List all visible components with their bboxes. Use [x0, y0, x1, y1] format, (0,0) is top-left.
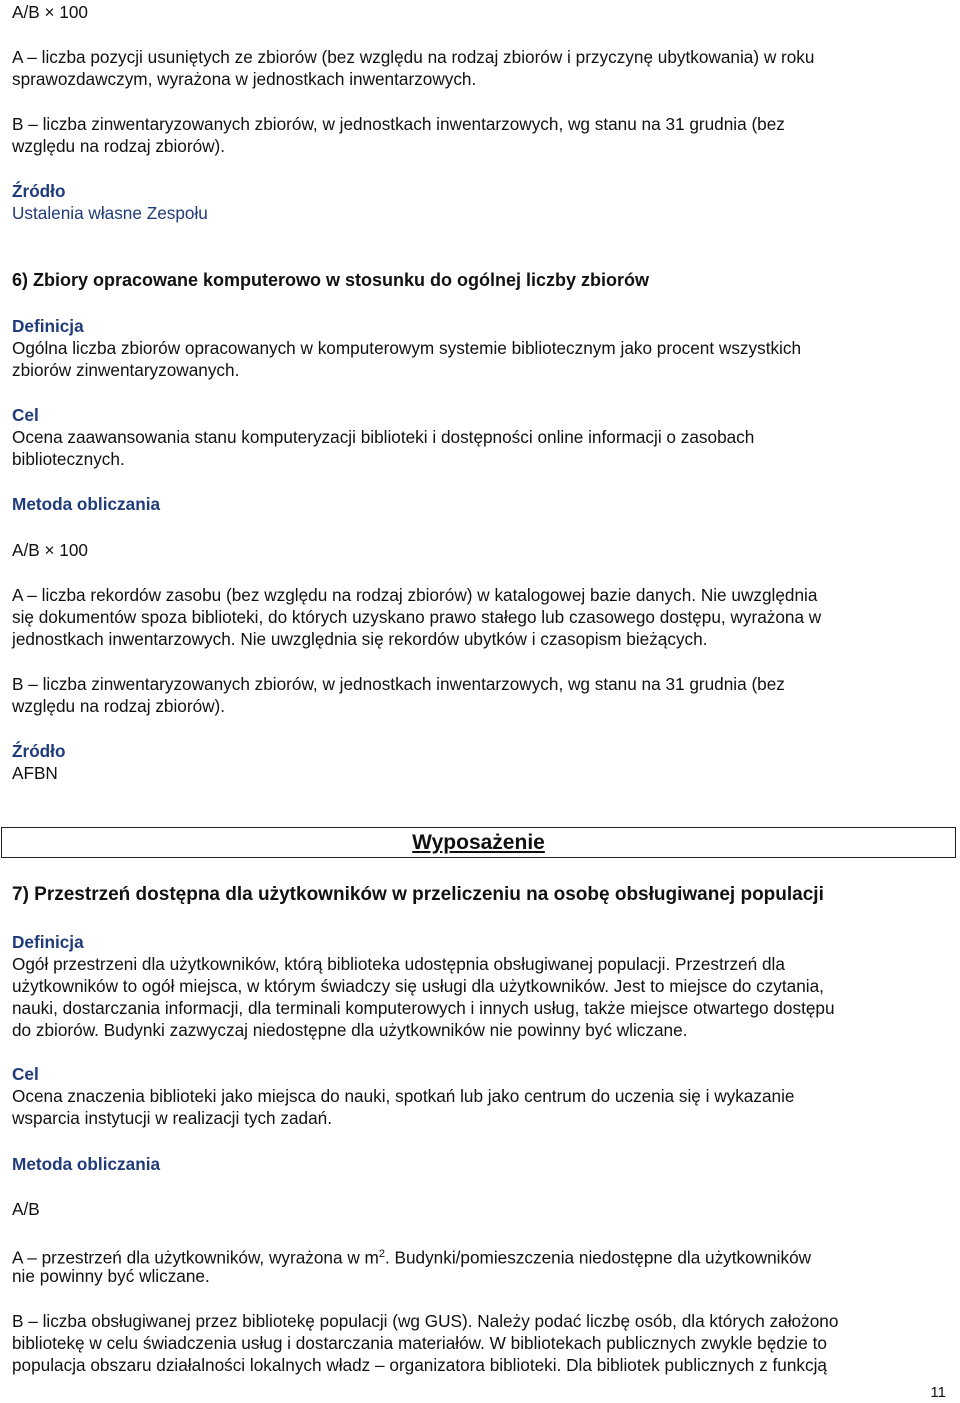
section-6-title: 6) Zbiory opracowane komputerowo w stosunku do ogólnej liczby zbiorów [12, 270, 650, 290]
a-definition-text: A – przestrzeń dla użytkowników, wyrażona w m [12, 1247, 379, 1268]
definition-line: do zbiorów. Budynki zazwyczaj niedostępne dla użytkowników nie powinny być wliczane. [12, 1020, 688, 1040]
formula: A/B [12, 1199, 40, 1219]
definition-heading: Definicja [12, 932, 84, 952]
method-heading: Metoda obliczania [12, 494, 161, 514]
b-definition-line: B – liczba zinwentaryzowanych zbiorów, w jednostkach inwentarzowych, wg stanu na 31 grudnia (bez [12, 674, 785, 694]
b-definition-line: B – liczba zinwentaryzowanych zbiorów, w jednostkach inwentarzowych, wg stanu na 31 grudnia (bez [12, 114, 785, 134]
definition-line: zbiorów zinwentaryzowanych. [12, 360, 240, 380]
definition-line: użytkowników to ogół miejsca, w którym świadczy się usługi dla użytkowników. Jest to miejsce do czytania, [12, 976, 824, 996]
b-definition-line: B – liczba obsługiwanej przez bibliotekę populacji (wg GUS). Należy podać liczbę osób, dla których założono [12, 1311, 839, 1331]
section-banner [1, 827, 956, 858]
banner-title: Wyposażenie [412, 830, 545, 854]
superscript-2: 2 [378, 1248, 385, 1260]
b-definition-line: populacja obszaru działalności lokalnych władz – organizatora biblioteki. Dla bibliotek publicznych z funkcją [12, 1355, 827, 1375]
source-value: Ustalenia własne Zespołu [12, 203, 208, 223]
definition-heading: Definicja [12, 316, 84, 336]
a-definition-line: się dokumentów spoza biblioteki, do których uzyskano prawo stałego lub czasowego dostępu, wyrażona w [12, 607, 822, 627]
section-7-title: 7) Przestrzeń dostępna dla użytkowników w przeliczeniu na osobę obsługiwanej populacji [12, 884, 824, 905]
a-definition-line: A – liczba rekordów zasobu (bez względu na rodzaj zbiorów) w katalogowej bazie danych. Nie uwzględnia [12, 585, 818, 605]
a-definition-line: A – liczba pozycji usuniętych ze zbiorów (bez względu na rodzaj zbiorów i przyczynę ubytkowania) w roku [12, 47, 815, 67]
goal-line: bibliotecznych. [12, 449, 125, 469]
a-definition-line: sprawozdawczym, wyrażona w jednostkach inwentarzowych. [12, 69, 477, 89]
a-definition-line: nie powinny być wliczane. [12, 1266, 210, 1286]
definition-line: nauki, dostarczania informacji, dla terminali komputerowych i innych usług, także miejsce otwartego dostępu [12, 998, 835, 1018]
definition-line: Ogół przestrzeni dla użytkowników, którą biblioteka udostępnia obsługiwanej populacji. Przestrzeń dla [12, 954, 785, 974]
goal-heading: Cel [12, 1064, 39, 1084]
method-heading: Metoda obliczania [12, 1154, 161, 1174]
b-definition-line: względu na rodzaj zbiorów). [12, 136, 226, 156]
a-definition-text-rest: . Budynki/pomieszczenia niedostępne dla użytkowników [384, 1247, 812, 1268]
b-definition-line: bibliotekę w celu świadczenia usług i dostarczania materiałów. W bibliotekach publicznych zwykle będzie to [12, 1333, 827, 1353]
goal-line: Ocena znaczenia biblioteki jako miejsca do nauki, spotkań lub jako centrum do uczenia się i wykazanie [12, 1086, 795, 1106]
formula: A/B × 100 [12, 540, 88, 560]
source-heading: Źródło [12, 181, 66, 201]
page-number: 11 [930, 1384, 946, 1401]
source-value: AFBN [12, 763, 58, 783]
b-definition-line: względu na rodzaj zbiorów). [12, 696, 226, 716]
source-heading: Źródło [12, 741, 66, 761]
goal-line: wsparcia instytucji w realizacji tych zadań. [12, 1108, 332, 1128]
goal-heading: Cel [12, 405, 39, 425]
formula-top: A/B × 100 [12, 2, 88, 22]
definition-line: Ogólna liczba zbiorów opracowanych w komputerowym systemie bibliotecznym jako procent wszystkich [12, 338, 802, 358]
a-definition-line: jednostkach inwentarzowych. Nie uwzględnia się rekordów ubytków i czasopism bieżących. [12, 629, 708, 649]
goal-line: Ocena zaawansowania stanu komputeryzacji biblioteki i dostępności online informacji o zasobach [12, 427, 755, 447]
